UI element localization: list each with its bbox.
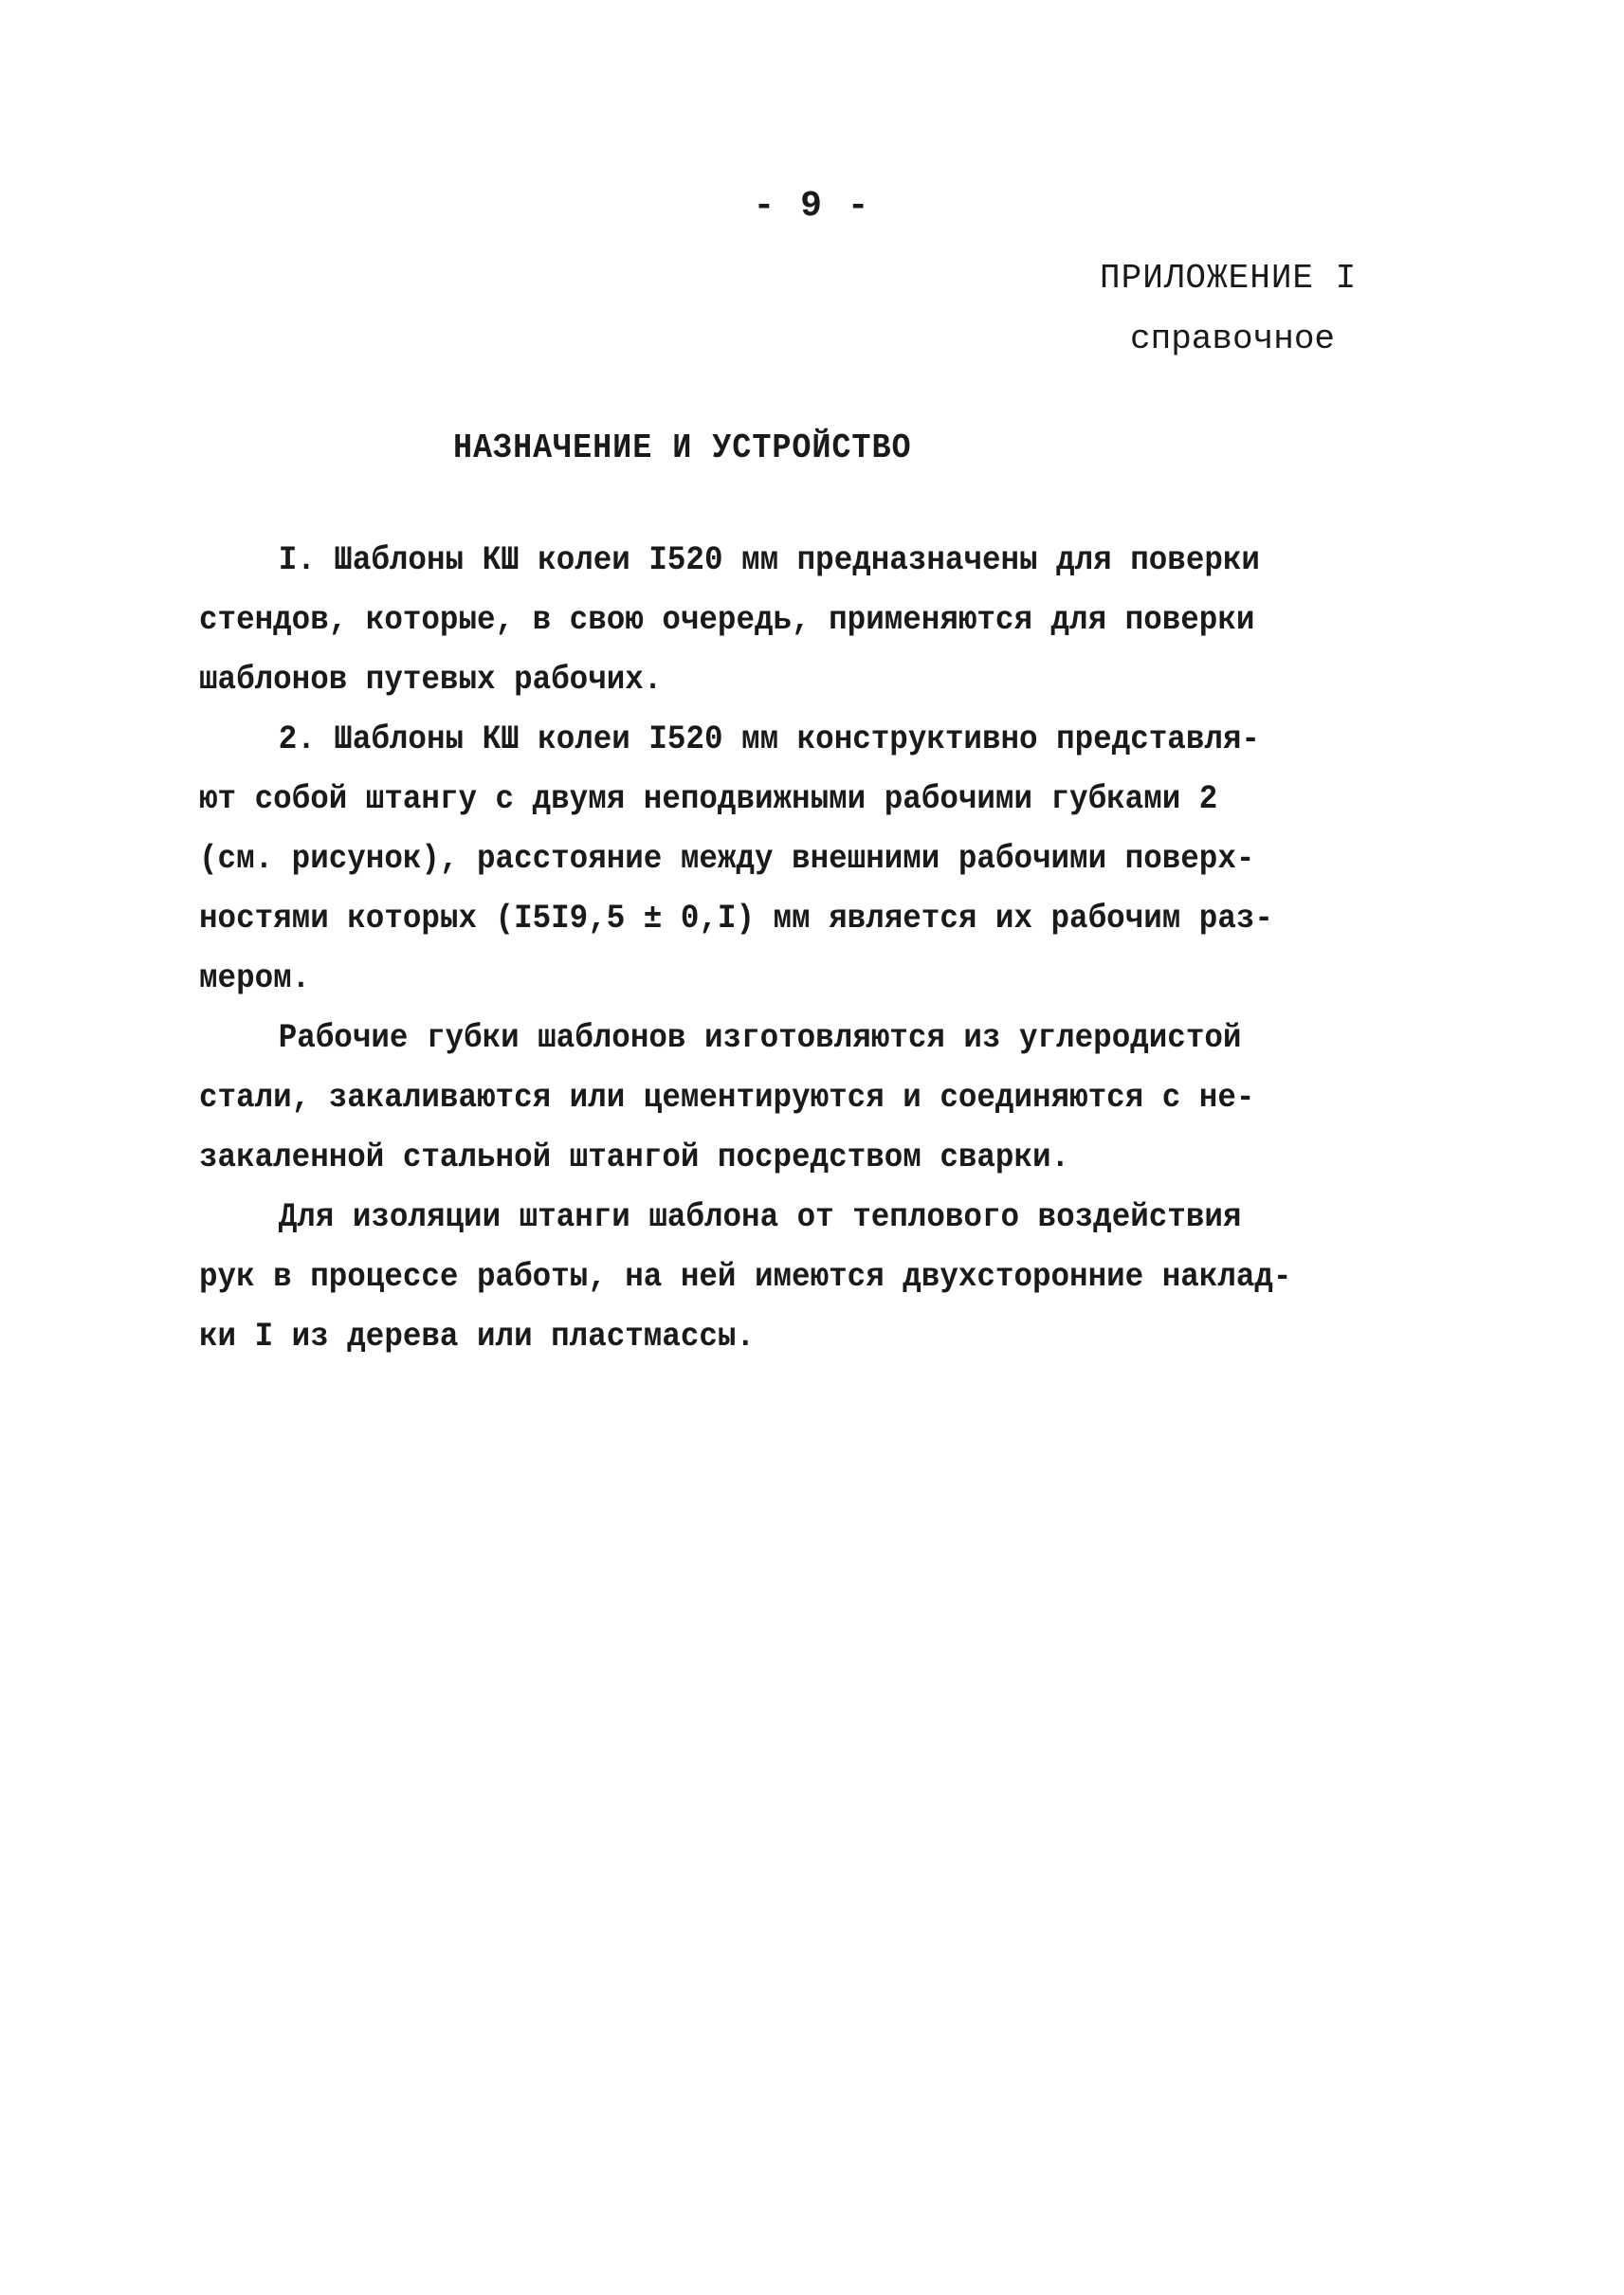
text-line: Рабочие губки шаблонов изготовляются из углеродистой bbox=[278, 1019, 1242, 1057]
body-text bbox=[199, 531, 1488, 1367]
text-line: стали, закаливаются или цементируются и соединяются с не- bbox=[199, 1079, 1255, 1117]
text-line: ностями которых (I5I9,5 ± 0,I) мм является их рабочим раз- bbox=[199, 900, 1273, 938]
text-line: закаленной стальной штангой посредством сварки. bbox=[199, 1138, 1070, 1176]
appendix-header bbox=[1100, 248, 1357, 370]
text-line: ют собой штангу с двумя неподвижными рабочими губками 2 bbox=[199, 780, 1218, 818]
appendix-title: ПРИЛОЖЕНИЕ I bbox=[1100, 259, 1358, 298]
appendix-subtitle: справочное bbox=[1130, 319, 1336, 358]
paragraph-4 bbox=[199, 1188, 1488, 1367]
text-line: шаблонов путевых рабочих. bbox=[199, 661, 663, 699]
text-line: (см. рисунок), расстояние между внешними рабочими поверх- bbox=[199, 840, 1255, 878]
text-line: I. Шаблоны КШ колеи I520 мм предназначены для поверки bbox=[278, 541, 1260, 579]
text-line: рук в процессе работы, на ней имеются двухсторонние наклад- bbox=[199, 1258, 1292, 1296]
text-line: стендов, которые, в свою очередь, применяются для поверки bbox=[199, 601, 1255, 639]
paragraph-1 bbox=[199, 531, 1488, 710]
page-number: - 9 - bbox=[753, 186, 871, 227]
text-line: Для изоляции штанги шаблона от теплового воздействия bbox=[278, 1198, 1242, 1236]
paragraph-2 bbox=[199, 710, 1488, 1009]
section-title: НАЗНАЧЕНИЕ И УСТРОЙСТВО bbox=[453, 428, 912, 467]
text-line: мером. bbox=[199, 959, 311, 997]
text-line: 2. Шаблоны КШ колеи I520 мм конструктивно представля- bbox=[278, 720, 1260, 758]
text-line: ки I из дерева или пластмассы. bbox=[199, 1318, 756, 1356]
paragraph-3 bbox=[199, 1009, 1488, 1188]
